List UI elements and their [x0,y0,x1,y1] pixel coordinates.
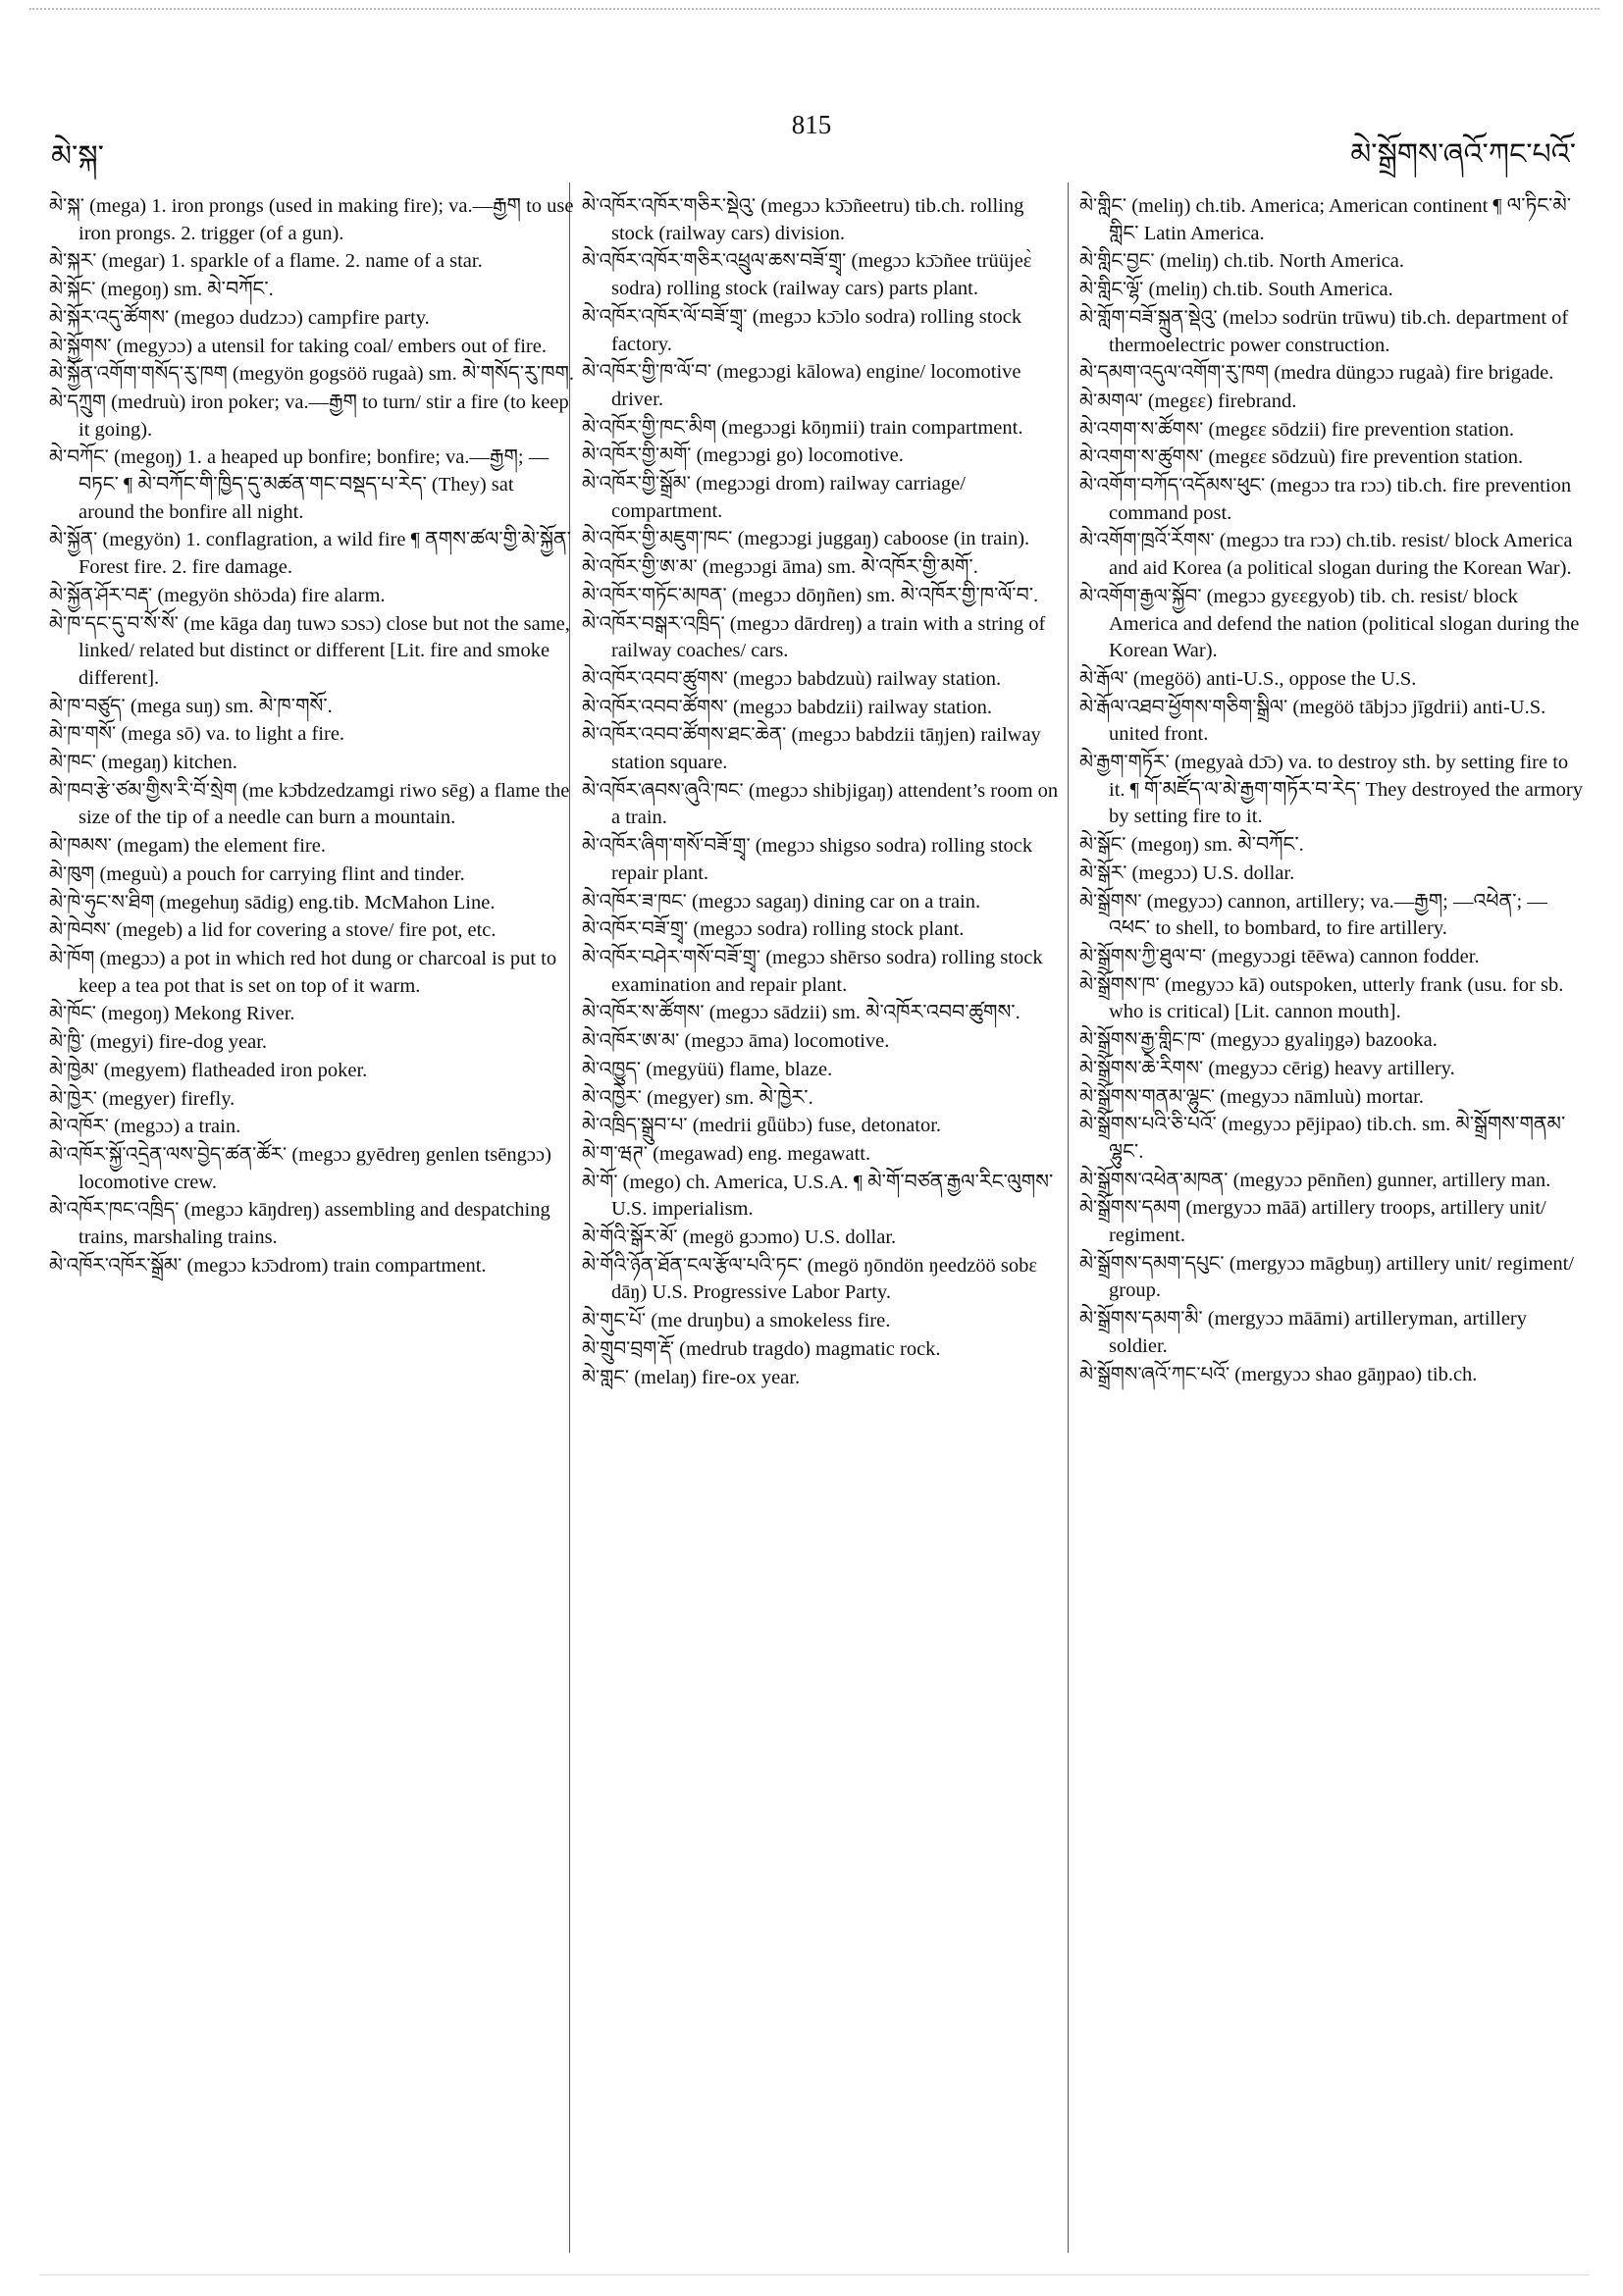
dictionary-entry [49,333,574,361]
dictionary-entry [1079,416,1588,444]
entry-definition: (megɔɔ sādzii) sm. མེ་འཁོར་འབབ་ཚུགས་. [708,1002,1021,1024]
entry-definition: (mego) ch. America, U.S.A. ¶ མེ་གོ་བཙན་རྒྱལ་རིང་ལུགས་ U.S. imperialism. [611,1171,1054,1221]
entry-headword: མེ་སྒྲོགས་དམག་མི་ [1079,1306,1203,1331]
entry-definition: (megyem) flatheaded iron poker. [103,1059,368,1081]
entry-definition: (melaŋ) fire-ox year. [634,1366,801,1388]
entry-definition: (megɔɔgi drom) railway carriage/ compartment. [611,473,966,522]
entry-headword: མེ་འཁོར་འཁོར་གཅིར་འཕྲུལ་ཆས་བཟོ་གྲྭ་ [582,248,847,273]
entry-definition: (megyɔɔ kā) outspoken, utterly frank (usu. for sb. who is critical) [Lit. cannon mouth]. [1109,973,1564,1023]
entry-definition: (megɔɔ kāŋdreŋ) assembling and despatching trains, marshaling trains. [79,1199,550,1249]
header-right-headword: མེ་སྒྲོགས་ཞའོ་ཀང་པའོ་ [1350,137,1576,172]
dictionary-entry [49,720,574,749]
dictionary-entry [1079,192,1588,247]
entry-headword: མེ་འཁོར་འཁོར་གཅིར་སྡེའུ་ [582,193,757,217]
entry-headword: མེ་སྐྱོན་འགོག་གསོད་རུ་ཁག [49,361,228,386]
entry-headword: མེ་འཁྱུད་ [582,1056,642,1080]
dictionary-entry [1079,527,1588,582]
entry-headword: མེ་འཁོར་འབབ་ཚུགས་ [582,665,728,690]
entry-definition: (meliŋ) ch.tib. North America. [1159,250,1404,273]
entry-definition: (megö gɔɔmo) U.S. dollar. [682,1226,897,1249]
entry-definition: (medrii gǖübɔ) fuse, detonator. [692,1115,942,1137]
entry-headword: མེ་འཁོར་འབབ་ཚོགས་ཐང་ཆེན་ [582,722,787,747]
entry-headword: མེ་འཁོར་གཏོང་མཁན་ [582,582,727,606]
dictionary-entry [582,832,1063,887]
dictionary-entry [1079,276,1588,304]
entry-definition: (megɔɔ gyēdreŋ genlen tsēngɔɔ) locomotive crew. [79,1143,551,1193]
entry-headword: མེ་སྐར་ [49,248,97,273]
entry-definition: (megyɔɔgi tēēwa) cannon fodder. [1211,945,1480,967]
entry-definition: (medruù) iron poker; va.—རྒྱག to turn/ stir a fire (to keep it going). [79,391,569,441]
entry-definition: (me kāga daŋ tuwɔ sɔsɔ) close but not the same, linked/ related but distinct or different [Lit. fire and smoke different]. [79,612,570,689]
entry-definition: (megoɔ dudzɔɔ) campfire party. [174,306,430,329]
entry-definition: (megoŋ) 1. a heaped up bonfire; bonfire; va.—རྒྱག; —བཏང་ ¶ མེ་བཀོང་གི་ཁྱིད་དུ་མཚན་གང་བསྡད་པ་རེད་ (They) sat around the bonfire all night. [79,446,550,523]
entry-definition: (megawad) eng. megawatt. [653,1142,871,1165]
entry-headword: མེ་འགོག་ཁྲའོ་རོགས་ [1079,528,1215,552]
dictionary-entry [49,1028,574,1057]
dictionary-entry [582,1364,1063,1392]
entry-headword: མེ་འཁོར་བསྒར་འཁྲིད་ [582,610,725,635]
dictionary-entry [1079,1111,1588,1166]
entry-headword: མེ་འཁོར་གྱི་ཨ་མ་ [582,554,698,579]
dictionary-entry [582,247,1063,302]
entry-definition: (megeb) a lid for covering a stove/ fire pot, etc. [115,919,497,942]
dictionary-entry [582,525,1063,553]
dictionary-entry [1079,665,1588,694]
entry-definition: (megɔɔ shērso sodra) rolling stock examination and repair plant. [611,946,1043,996]
entry-headword: མེ་ཁྱེམ་ [49,1057,99,1081]
entry-definition: (megɔɔ kɔ̄ɔñee trüüjeɛ̀ sodra) rolling stock (railway cars) parts plant. [611,250,1032,300]
entry-definition: (megɔɔ babdzuù) railway station. [732,667,1002,690]
dictionary-entry [49,304,574,333]
entry-headword: མེ་འཁོར་འཁོར་ལོ་བཟོ་གྲྭ་ [582,303,748,328]
dictionary-entry [49,582,574,610]
entry-headword: མེ་ཁབ་རྩེ་ཙམ་གྱིས་རི་བོ་སྲེག [49,777,237,802]
dictionary-column-3 [1079,192,1588,1388]
dictionary-entry [582,1027,1063,1056]
dictionary-entry [1079,304,1588,359]
entry-definition: (mergyɔɔ shao gāŋpao) tib.ch. [1234,1363,1478,1385]
entry-definition: (megɛɛ sōdzuù) fire prevention station. [1208,446,1524,469]
dictionary-entry [582,582,1063,610]
dictionary-column-2 [582,192,1063,1391]
dictionary-entry [49,749,574,777]
entry-headword: མེ་འགག་ས་ཚོགས་ [1079,416,1204,441]
dictionary-entry [49,1196,574,1251]
dictionary-entry [1079,1250,1588,1305]
entry-headword: མེ་སྒྲོགས་པའི་ཅི་པའོ་ [1079,1112,1217,1136]
dictionary-entry [1079,888,1588,943]
dictionary-entry [582,192,1063,247]
entry-headword: མེ་ཁམས་ [49,833,112,858]
dictionary-entry [49,1000,574,1028]
entry-headword: མེ་འཁོར་ཟ་ཁང་ [582,888,687,913]
dictionary-entry [49,444,574,526]
entry-headword: མེ་འཁོར་ཨ་མ་ [582,1028,680,1053]
entry-headword: མེ་འཁོར་ཞིག་གསོ་བཟོ་གྲྭ་ [582,833,751,858]
entry-headword: མེ་སྐྱོགས་ [49,333,112,357]
entry-headword: མེ་སྒྲོགས་ཆེ་རིགས་ [1079,1055,1204,1079]
entry-headword: མེ་འཁོར་ཞབས་ཞུའི་ཁང་ [582,777,744,802]
entry-definition: (megö ŋōndön ŋeedzöö sobɛ dāŋ) U.S. Progressive Labor Party. [611,1254,1038,1304]
dictionary-entry [582,915,1063,944]
dictionary-entry [582,1084,1063,1113]
dictionary-entry [49,777,574,832]
entry-definition: (megyüü) flame, blaze. [646,1058,833,1080]
dictionary-entry [1079,860,1588,888]
entry-headword: མེ་འགོག་བཀོད་འདོམས་ཕུང་ [1079,473,1266,497]
entry-definition: (meliŋ) ch.tib. South America. [1148,279,1393,301]
entry-headword: མེ་སྐོང་ [49,277,96,301]
entry-definition: (megɔɔ dārdreŋ) a train with a string of railway coaches/ cars. [611,612,1046,662]
dictionary-entry [1079,694,1588,749]
entry-headword: མེ་སྒོང་ [1079,832,1126,857]
entry-headword: མེ་འཁོར་བཟོ་གྲྭ་ [582,916,689,941]
bottom-rule [39,2274,1590,2275]
dictionary-entry [582,1140,1063,1169]
entry-definition: (megɔɔ tra rɔɔ) ch.tib. resist/ block America and aid Korea (a political slogan during the Korean War). [1109,530,1573,580]
entry-headword: མེ་རྒོལ་ [1079,665,1128,690]
dictionary-entry [582,414,1063,443]
entry-definition: (megɔɔ) a pot in which red hot dung or charcoal is put to keep a tea pot that is set on top of it warm. [79,947,557,997]
dictionary-entry [582,888,1063,916]
entry-headword: མེ་ཁ་དང་དུ་བ་སོ་སོ་ [49,610,179,635]
dictionary-entry [49,832,574,861]
entry-headword: མེ་ཁེ་ཧུང་ས་ཐིག [49,889,155,913]
entry-definition: (megyɔɔ pējipao) tib.ch. sm. མེ་སྒྲོགས་གནམ་ལྷུང་. [1109,1114,1566,1163]
entry-headword: མེ་འཁྲིད་སྒྲུབ་པ་ [582,1113,688,1137]
entry-definition: (megɔɔ tra rɔɔ) tib.ch. fire prevention command post. [1109,475,1572,524]
entry-headword: མེ་སྒྲོགས་ཞའོ་ཀང་པའོ་ [1079,1361,1230,1385]
dictionary-entry [49,276,574,304]
entry-headword: མེ་འཁོར་ཁང་འཁྲིད་ [49,1197,180,1222]
entry-definition: (megyɔɔ nāmluù) mortar. [1220,1085,1424,1108]
entry-definition: (medrub tragdo) magmatic rock. [679,1337,941,1360]
entry-definition: (megoŋ) sm. མེ་བཀོང་. [100,279,274,301]
entry-headword: མེ་སྒོར་ [1079,860,1127,884]
entry-headword: མེ་གླང་ [582,1364,630,1388]
dictionary-entry [49,247,574,276]
entry-definition: (megɔɔ) U.S. dollar. [1131,861,1295,884]
entry-headword: མེ་དཀྲུག [49,389,106,413]
entry-headword: མེ་གླིང་ [1079,193,1127,217]
entry-headword: མེ་འཁོར་སྐྱོ་འདྲེན་ལས་བྱེད་ཚན་ཚོར་ [49,1141,288,1166]
entry-headword: མེ་ག་ཝཊ་ [582,1140,648,1165]
entry-definition: (megɔɔ āma) locomotive. [684,1030,890,1053]
entry-headword: མེ་འགག་ས་ཚུགས་ [1079,444,1204,469]
entry-definition: (megɔɔ kɔ̄ɔdrom) train compartment. [186,1254,487,1277]
entry-headword: མེ་འཁོར་འབབ་ཚོགས་ [582,694,728,718]
entry-definition: (megyön gogsöö rugaà) sm. མེ་གསོད་རུ་ཁག. [232,363,574,386]
entry-definition: (megɔɔgi juggaŋ) caboose (in train). [737,528,1030,550]
dictionary-entry [582,358,1063,413]
dictionary-entry [49,1252,574,1280]
entry-headword: མེ་གོ་ [582,1169,618,1193]
entry-headword: མེ་སྒྲོགས་འཕེན་མཁན་ [1079,1167,1229,1191]
dictionary-entry [1079,943,1588,971]
entry-headword: མེ་གུང་པོ་ [582,1308,647,1332]
entry-definition: (megɔɔ kɔ̄ɔlo sodra) rolling stock factory. [611,305,1022,355]
entry-headword: མེ་སྒྲོགས་ [1079,888,1142,913]
entry-definition: (megyɔɔ) cannon, artillery; va.—རྒྱག; —འཕེན་; —འཕང་ to shell, to bombard, to fire artillery. [1109,890,1547,940]
dictionary-entry [49,1057,574,1085]
entry-headword: མེ་སྐ་ [49,193,84,217]
dictionary-entry [582,610,1063,665]
dictionary-entry [49,1085,574,1114]
entry-headword: མེ་ཁོག [49,945,95,969]
entry-definition: (mega sō) va. to light a fire. [121,723,345,746]
entry-headword: མེ་སྒྲོགས་ཀྱི་ཐུལ་བ་ [1079,943,1207,967]
dictionary-entry [1079,472,1588,527]
entry-headword: མེ་ཁང་ [49,750,96,774]
dictionary-entry [1079,247,1588,276]
entry-definition: (megam) the element fire. [117,835,326,858]
entry-headword: མེ་འཁྱེར་ [582,1084,642,1109]
entry-headword: མེ་འཁོར་གྱི་སྒྲོམ་ [582,471,691,496]
dictionary-entry [1079,1305,1588,1360]
dictionary-entry [49,693,574,721]
entry-definition: (megɛɛ) firebrand. [1147,390,1297,412]
entry-headword: མེ་འཁོར་གྱི་ཁ་ལོ་བ་ [582,359,712,384]
entry-headword: མེ་གླིང་བྱང་ [1079,248,1155,273]
entry-definition: (megɔɔ) a train. [114,1116,241,1138]
dictionary-entry [582,999,1063,1027]
entry-definition: (melɔɔ sodrün trūwu) tib.ch. department of thermoelectric power construction. [1109,306,1569,356]
entry-headword: མེ་འཁོར་འཁོར་སྒྲོམ་ [49,1252,183,1277]
dictionary-entry [1079,444,1588,472]
dictionary-entry [582,777,1063,832]
dictionary-entry [582,721,1063,776]
dictionary-entry [582,303,1063,358]
entry-definition: (mega suŋ) sm. མེ་ཁ་གསོ་. [130,695,333,717]
entry-definition: (megöö tābjɔɔ jīgdrii) anti-U.S. united front. [1109,696,1546,746]
top-rule [29,8,1599,10]
dictionary-entry [582,1335,1063,1364]
entry-headword: མེ་ཁེབས་ [49,917,111,942]
dictionary-entry [1079,1194,1588,1249]
dictionary-entry [1079,749,1588,831]
entry-definition: (mega) 1. iron prongs (used in making fire); va.—རྒྱག to use iron prongs. 2. trigger (of a gun). [79,195,574,244]
entry-definition: (megyön) 1. conflagration, a wild fire ¶ ནགས་ཚལ་གྱི་མེ་སྐྱོན་ Forest fire. 2. fire damage. [79,529,571,579]
dictionary-entry [582,1252,1063,1307]
entry-headword: མེ་འཁོར་གྱི་མཇུག་ཁང་ [582,526,733,550]
entry-definition: (megɔɔ gyɛɛgyob) tib. ch. resist/ block America and defend the nation (political slogan during the Korean War). [1109,585,1580,662]
entry-headword: མེ་སྐྱོན་ [49,527,98,551]
entry-headword: མེ་འཁོར་ [49,1114,109,1138]
dictionary-entry [49,1113,574,1141]
entry-definition: (megyön shöɔda) fire alarm. [157,584,386,606]
entry-definition: (megɔɔ babdzii) railway station. [732,696,993,718]
entry-headword: མེ་གླིང་ལྷོ་ [1079,277,1144,301]
entry-headword: མེ་སྒྲོགས་ཁ་ [1079,971,1160,996]
dictionary-entry [1079,388,1588,416]
entry-definition: (meliŋ) ch.tib. America; American continent ¶ ལ་ཏིང་མེ་གླིང་ Latin America. [1109,195,1572,244]
entry-headword: མེ་གོའི་ཉོན་ཐོན་ངལ་རྩོལ་པའི་ཏང་ [582,1252,803,1277]
entry-headword: མེ་ཁ་གསོ་ [49,721,117,746]
entry-headword: མེ་འཁོར་གྱི་མགོ་ [582,443,692,467]
dictionary-entry [582,553,1063,582]
dictionary-entry [1079,1083,1588,1112]
dictionary-entry [582,1056,1063,1084]
entry-definition: (megyɔɔ) a utensil for taking coal/ embers out of fire. [116,335,547,357]
entry-definition: (megoŋ) sm. མེ་བཀོང་. [1130,834,1304,857]
entry-headword: མེ་འཁོར་བཤེར་གསོ་བཟོ་གྲྭ་ [582,944,761,968]
dictionary-entry [582,1112,1063,1140]
entry-definition: (megɛɛ sōdzii) fire prevention station. [1208,418,1514,441]
dictionary-entry [49,889,574,917]
entry-definition: (megaŋ) kitchen. [101,752,237,774]
entry-definition: (megyer) firefly. [102,1087,236,1110]
entry-definition: (megɔɔ babdzii tāŋjen) railway station square. [611,724,1041,774]
dictionary-column-1 [49,192,574,1279]
column-divider [1068,183,1069,2253]
entry-headword: མེ་འགོག་རྒྱལ་སྐྱོབ་ [1079,583,1202,607]
entry-definition: (megehuŋ sādig) eng.tib. McMahon Line. [159,891,496,913]
entry-definition: (megyɔɔ gyaliŋgə) bazooka. [1210,1029,1438,1052]
dictionary-entry [49,192,574,247]
entry-headword: མེ་ཁོང་ [49,1001,96,1025]
entry-definition: (me druŋbu) a smokeless fire. [651,1310,891,1332]
entry-headword: མེ་འཁོར་ས་ཚོགས་ [582,1000,705,1024]
entry-definition: (mergyɔɔ māgbuŋ) artillery unit/ regiment/ group. [1109,1252,1575,1302]
dictionary-entry [1079,583,1588,665]
entry-definition: (megar) 1. sparkle of a flame. 2. name of a star. [101,250,483,273]
entry-definition: (megɔɔ shibjigaŋ) attendent’s room on a train. [611,779,1059,829]
entry-definition: (megɔɔgi āma) sm. མེ་འཁོར་གྱི་མགོ་. [702,556,978,579]
dictionary-entry [1079,1055,1588,1083]
entry-headword: མེ་སྒྲོགས་དམག་དཔུང་ [1079,1250,1225,1275]
entry-headword: མེ་སྐོར་འདུ་ཚོགས་ [49,304,170,329]
dictionary-entry [49,1141,574,1196]
entry-definition: (megɔɔgi go) locomotive. [696,444,904,467]
dictionary-entry [49,861,574,889]
entry-headword: མེ་དམག་འདུལ་འགོག་རུ་ཁག [1079,360,1270,385]
dictionary-entry [582,1307,1063,1335]
dictionary-entry [1079,971,1588,1026]
dictionary-entry [49,526,574,581]
entry-headword: མེ་ཁུག [49,861,95,885]
entry-headword: མེ་རྒྱག་གཏོར་ [1079,750,1170,774]
entry-definition: (me kɔ̄bdzedzamgi riwo sēg) a flame the size of the tip of a needle can burn a mountain. [79,779,570,829]
entry-headword: མེ་རྒོལ་འཐབ་ཕྱོགས་གཅིག་སྒྲིལ་ [1079,694,1288,718]
entry-definition: (megɔɔgi kōŋmii) train compartment. [721,416,1023,439]
entry-headword: མེ་འཁོར་གྱི་ཁང་མིག [582,414,717,439]
entry-definition: (megɔɔ kɔ̄ɔñeetru) tib.ch. rolling stock (railway cars) division. [611,195,1024,244]
entry-definition: (medra düngɔɔ rugaà) fire brigade. [1274,362,1554,385]
entry-definition: (mergyɔɔ māāmi) artilleryman, artillery soldier. [1109,1308,1527,1357]
entry-definition: (megyɔɔ pēnñen) gunner, artillery man. [1232,1169,1551,1191]
entry-definition: (mergyɔɔ māā) artillery troops, artillery unit/ regiment. [1109,1197,1546,1247]
entry-headword: མེ་གོའི་སྒོར་མོ་ [582,1225,678,1249]
entry-definition: (megoŋ) Mekong River. [101,1003,295,1025]
entry-definition: (megɔɔgi kālowa) engine/ locomotive driver. [611,361,1021,410]
entry-headword: མེ་ཁྱེར་ [49,1085,97,1110]
entry-definition: (megöö) anti-U.S., oppose the U.S. [1132,667,1417,690]
dictionary-entry [582,694,1063,722]
dictionary-entry [582,1224,1063,1252]
dictionary-entry [582,470,1063,525]
entry-headword: མེ་བཀོང་ [49,444,109,469]
dictionary-entry [582,944,1063,999]
dictionary-entry [49,610,574,693]
entry-definition: (megyaà dɔ̄ɔ) va. to destroy sth. by setting fire to it. ¶ གོ་མཛོད་ལ་མེ་རྒྱག་གཏོར་བ་རེད་ They destroyed the armory by setting fire to it. [1109,752,1583,828]
entry-definition: (megɔɔ sagaŋ) dining car on a train. [691,890,981,913]
dictionary-entry [1079,831,1588,860]
entry-definition: (megɔɔ dōŋñen) sm. མེ་འཁོར་གྱི་ཁ་ལོ་བ་. [731,584,1039,606]
entry-headword: མེ་གློག་བཟོ་སྐྲུན་སྡེའུ་ [1079,304,1218,329]
entry-headword: མེ་སྒྲོགས་རྒྱ་གླིང་ཁ་ [1079,1027,1206,1052]
dictionary-entry [582,442,1063,470]
entry-headword: མེ་སྐྱོན་ཤོར་བརྡ་ [49,582,153,606]
dictionary-entry [1079,1026,1588,1055]
entry-headword: མེ་སྒྲོགས་དམག [1079,1195,1181,1220]
header-left-headword: མེ་སྐ་ [51,139,104,174]
entry-definition: (megɔɔ shigso sodra) rolling stock repair plant. [611,835,1033,884]
entry-headword: མེ་ཁྱི་ [49,1029,85,1054]
entry-definition: (meguù) a pouch for carrying flint and tinder. [99,862,465,885]
dictionary-entry [49,360,574,389]
dictionary-entry [582,1169,1063,1224]
dictionary-entry [49,916,574,945]
entry-headword: མེ་ཁ་བཙུད་ [49,693,126,717]
entry-definition: (megɔɔ sodra) rolling stock plant. [693,918,965,941]
entry-definition: (megyɔɔ cērig) heavy artillery. [1208,1057,1455,1079]
entry-headword: མེ་སྒྲོགས་གནམ་ལྷུང་ [1079,1083,1216,1108]
dictionary-entry [1079,359,1588,388]
dictionary-entry [1079,1361,1588,1389]
dictionary-entry [1079,1167,1588,1195]
entry-headword: མེ་གྲུབ་བྲག་རྡོ་ [582,1335,675,1360]
entry-definition: (megyi) fire-dog year. [89,1031,268,1054]
dictionary-entry [582,665,1063,694]
dictionary-entry [49,945,574,1000]
page-number: 815 [791,110,832,139]
entry-definition: (megyer) sm. མེ་ཁྱེར་. [647,1086,813,1109]
entry-headword: མེ་མགལ་ [1079,388,1143,412]
dictionary-entry [49,389,574,444]
